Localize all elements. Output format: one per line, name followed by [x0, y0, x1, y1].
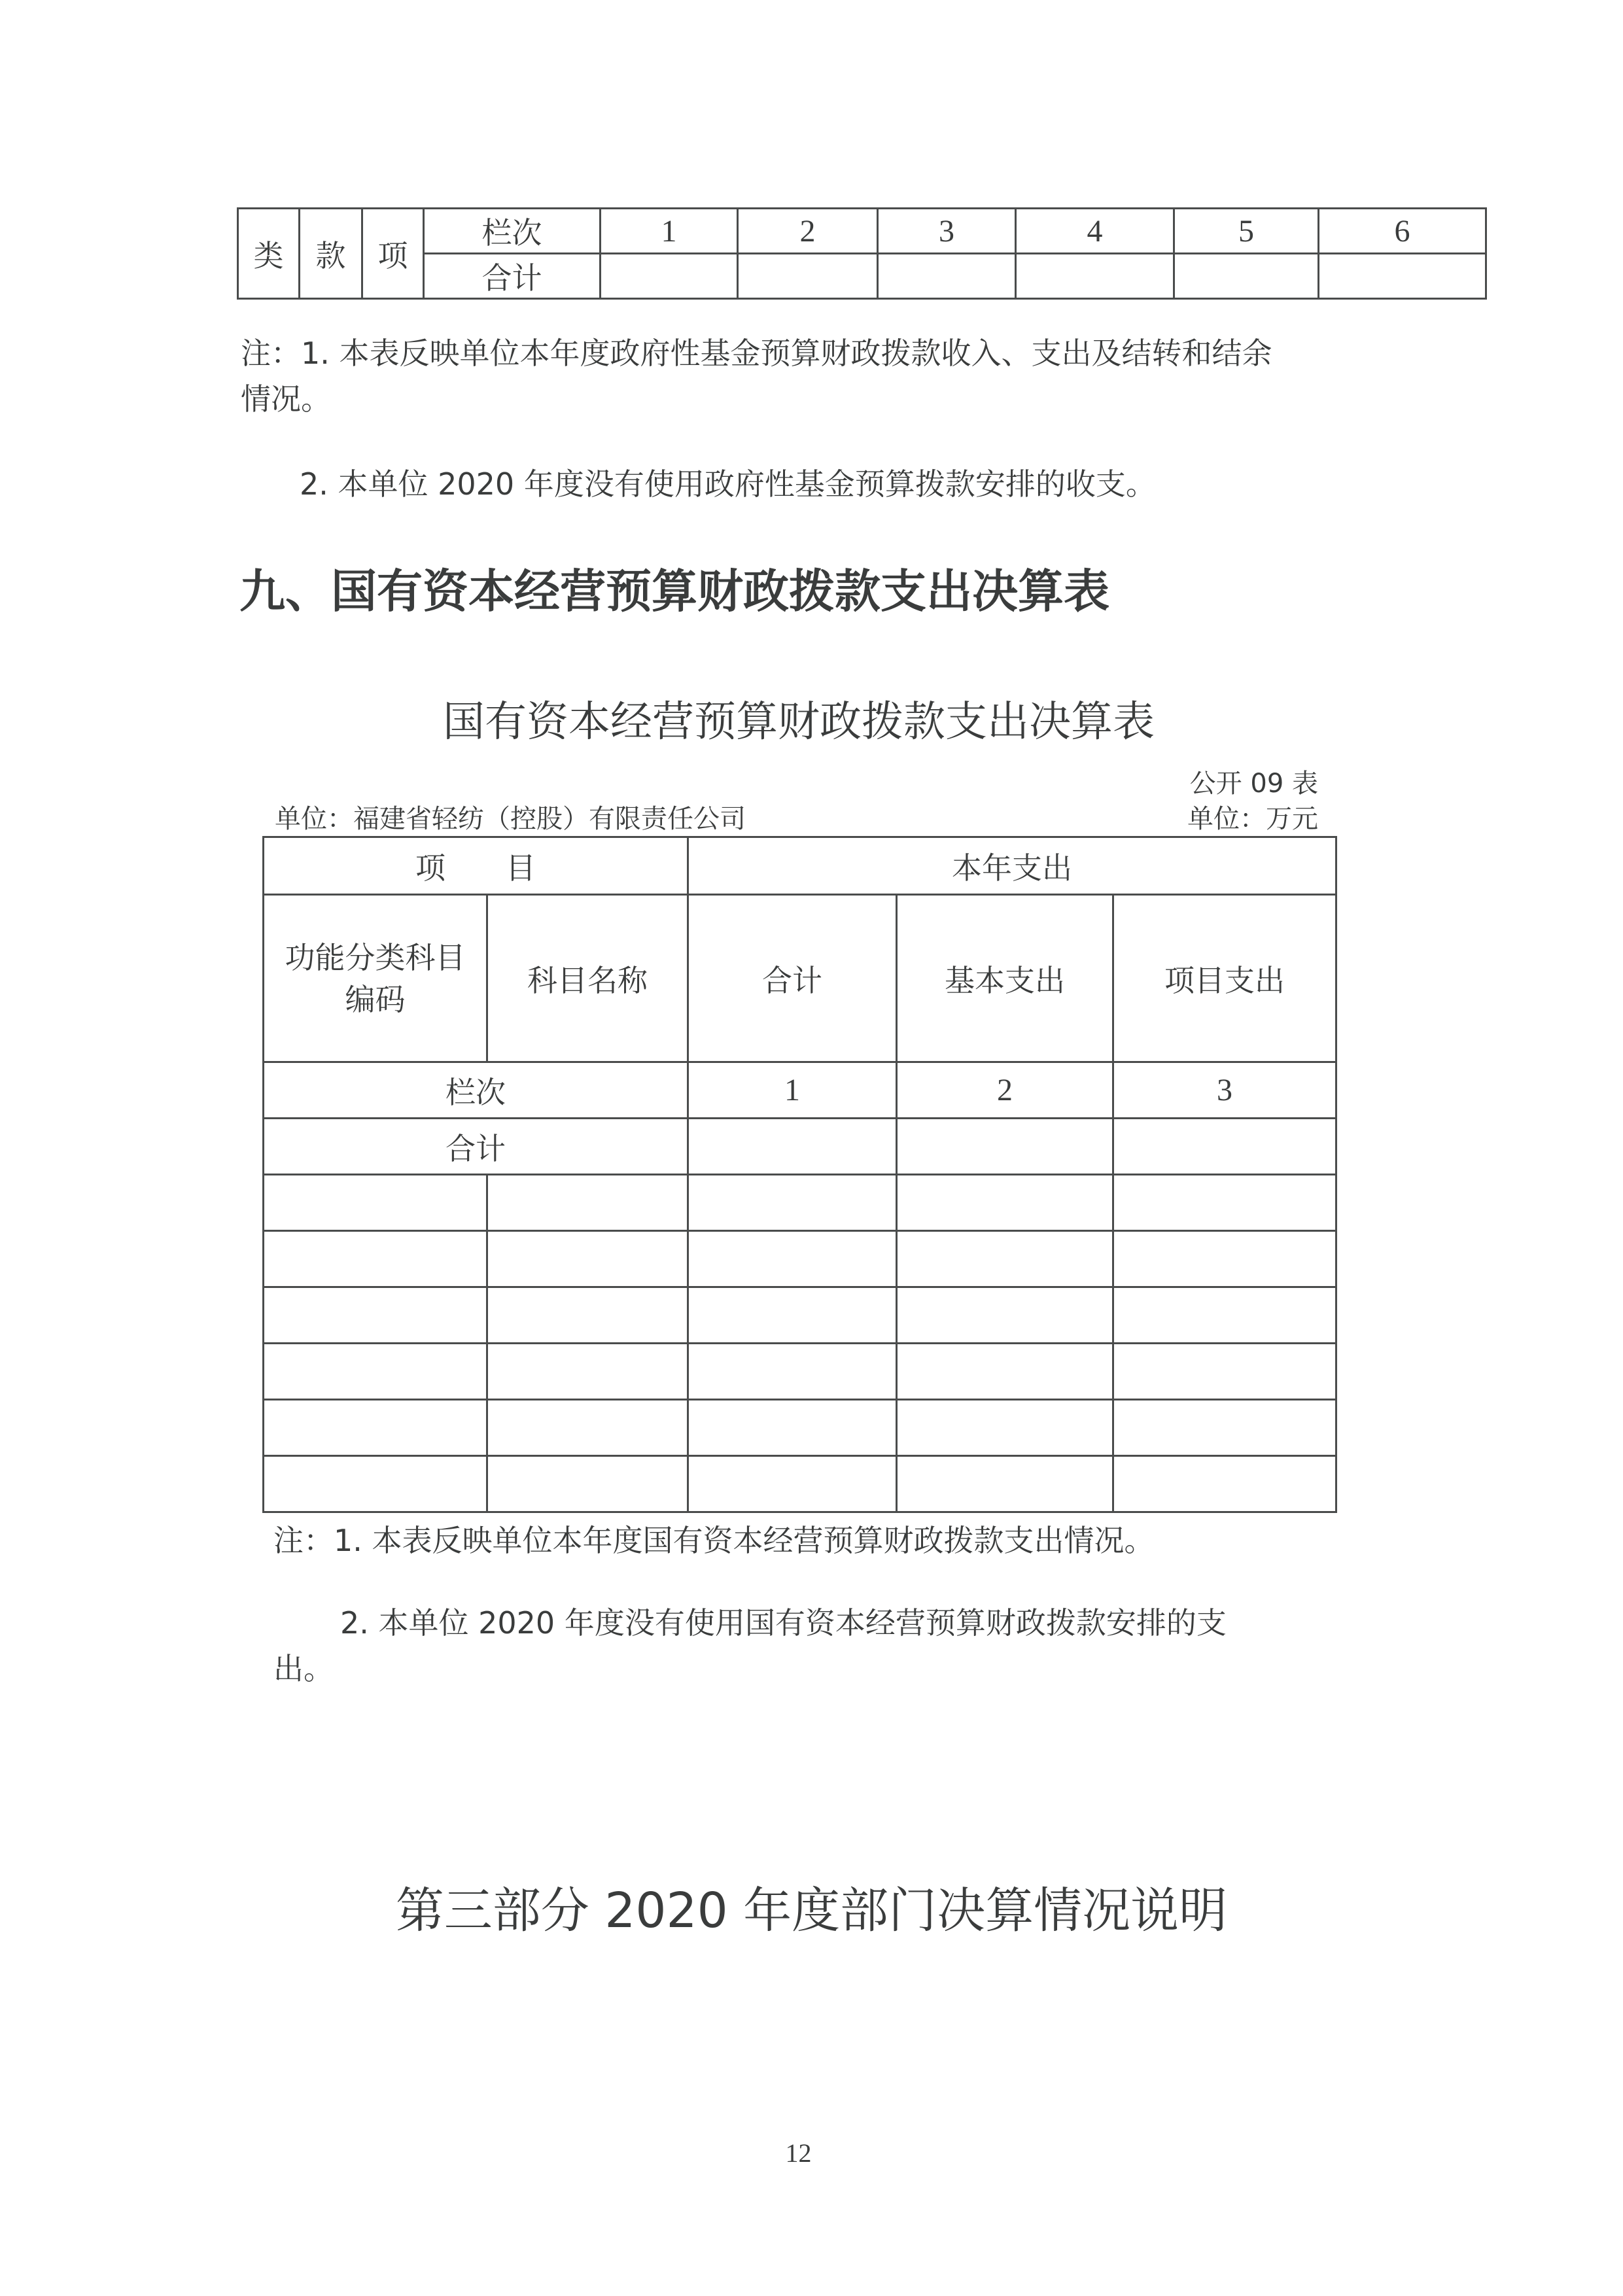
- empty-cell: [688, 1175, 897, 1231]
- empty-cell: [688, 1119, 897, 1175]
- row-label-total: 合计: [264, 1119, 688, 1175]
- row-label-column-no: 栏次: [424, 209, 601, 254]
- column-number: 3: [1113, 1062, 1336, 1119]
- empty-cell: [1113, 1456, 1336, 1512]
- empty-cell: [601, 254, 738, 299]
- empty-cell: [1113, 1400, 1336, 1456]
- header-function-code-text: 功能分类科目编码: [285, 939, 466, 1017]
- part-heading: 第三部分 2020 年度部门决算情况说明: [395, 1883, 1228, 1939]
- empty-cell: [487, 1175, 688, 1231]
- empty-cell: [487, 1400, 688, 1456]
- empty-cell: [1113, 1287, 1336, 1344]
- empty-cell: [897, 1175, 1113, 1231]
- table-title: 国有资本经营预算财政拨款支出决算表: [443, 698, 1155, 746]
- header-function-code: [264, 895, 487, 1062]
- page-number: 12: [785, 2138, 812, 2168]
- empty-cell: [487, 1231, 688, 1287]
- empty-cell: [487, 1287, 688, 1344]
- empty-cell: [264, 1400, 487, 1456]
- table-row: [264, 1344, 1336, 1400]
- row-label-column-no: 栏次: [264, 1062, 688, 1119]
- empty-cell: [264, 1175, 487, 1231]
- header-item: 项: [362, 209, 424, 299]
- empty-cell: [897, 1456, 1113, 1512]
- note-8-line2: 2. 本单位 2020 年度没有使用政府性基金预算拨款安排的收支。: [300, 466, 1156, 502]
- column-number: 4: [1016, 209, 1174, 254]
- empty-cell: [1113, 1119, 1336, 1175]
- header-total: 合计: [688, 895, 897, 1062]
- row-label-total: 合计: [424, 254, 601, 299]
- header-basic-expense: 基本支出: [897, 895, 1113, 1062]
- column-number: 2: [738, 209, 878, 254]
- header-project-expense: 项目支出: [1113, 895, 1336, 1062]
- table-row: [264, 1287, 1336, 1344]
- header-category: 类: [238, 209, 300, 299]
- note-9-line2: 2. 本单位 2020 年度没有使用国有资本经营预算财政拨款安排的支: [340, 1605, 1227, 1641]
- note-9-line1: 注：1. 本表反映单位本年度国有资本经营预算财政拨款支出情况。: [273, 1523, 1155, 1558]
- empty-cell: [688, 1456, 897, 1512]
- empty-cell: [1113, 1175, 1336, 1231]
- empty-cell: [487, 1456, 688, 1512]
- empty-cell: [688, 1287, 897, 1344]
- table-row: [264, 1175, 1336, 1231]
- empty-cell: [738, 254, 878, 299]
- header-subject-name: 科目名称: [487, 895, 688, 1062]
- empty-cell: [688, 1400, 897, 1456]
- form-code: 公开 09 表: [1189, 769, 1318, 799]
- empty-cell: [878, 254, 1016, 299]
- column-number: 1: [688, 1062, 897, 1119]
- empty-cell: [1174, 254, 1319, 299]
- empty-rows: [264, 1175, 1336, 1512]
- note-8-line1: 注：1. 本表反映单位本年度政府性基金预算财政拨款收入、支出及结转和结余: [241, 336, 1272, 371]
- empty-cell: [1319, 254, 1486, 299]
- empty-cell: [1016, 254, 1174, 299]
- table-row: [264, 1456, 1336, 1512]
- header-section: 款: [300, 209, 362, 299]
- government-fund-table: [237, 207, 1487, 300]
- empty-cell: [264, 1456, 487, 1512]
- column-number: 3: [878, 209, 1016, 254]
- section-heading: 九、国有资本经营预算财政拨款支出决算表: [239, 565, 1109, 618]
- table-row: [264, 1400, 1336, 1456]
- note-8-line1-cont: 情况。: [241, 381, 331, 417]
- empty-cell: [897, 1400, 1113, 1456]
- empty-cell: [688, 1344, 897, 1400]
- unit-organization: 单位：福建省轻纺（控股）有限责任公司: [275, 804, 746, 834]
- empty-cell: [264, 1231, 487, 1287]
- table-row: [264, 1231, 1336, 1287]
- empty-cell: [1113, 1231, 1336, 1287]
- header-current-year-expense: 本年支出: [688, 837, 1336, 895]
- empty-cell: [897, 1231, 1113, 1287]
- state-capital-expense-table: [262, 836, 1337, 1513]
- empty-cell: [1113, 1344, 1336, 1400]
- empty-cell: [688, 1231, 897, 1287]
- empty-cell: [897, 1119, 1113, 1175]
- empty-cell: [264, 1287, 487, 1344]
- empty-cell: [897, 1287, 1113, 1344]
- header-item: 项 目: [264, 837, 688, 895]
- note-9-line2-cont: 出。: [273, 1651, 334, 1686]
- unit-currency: 单位：万元: [1187, 804, 1318, 834]
- column-number: 6: [1319, 209, 1486, 254]
- column-number: 5: [1174, 209, 1319, 254]
- empty-cell: [264, 1344, 487, 1400]
- column-number: 2: [897, 1062, 1113, 1119]
- empty-cell: [897, 1344, 1113, 1400]
- column-number: 1: [601, 209, 738, 254]
- empty-cell: [487, 1344, 688, 1400]
